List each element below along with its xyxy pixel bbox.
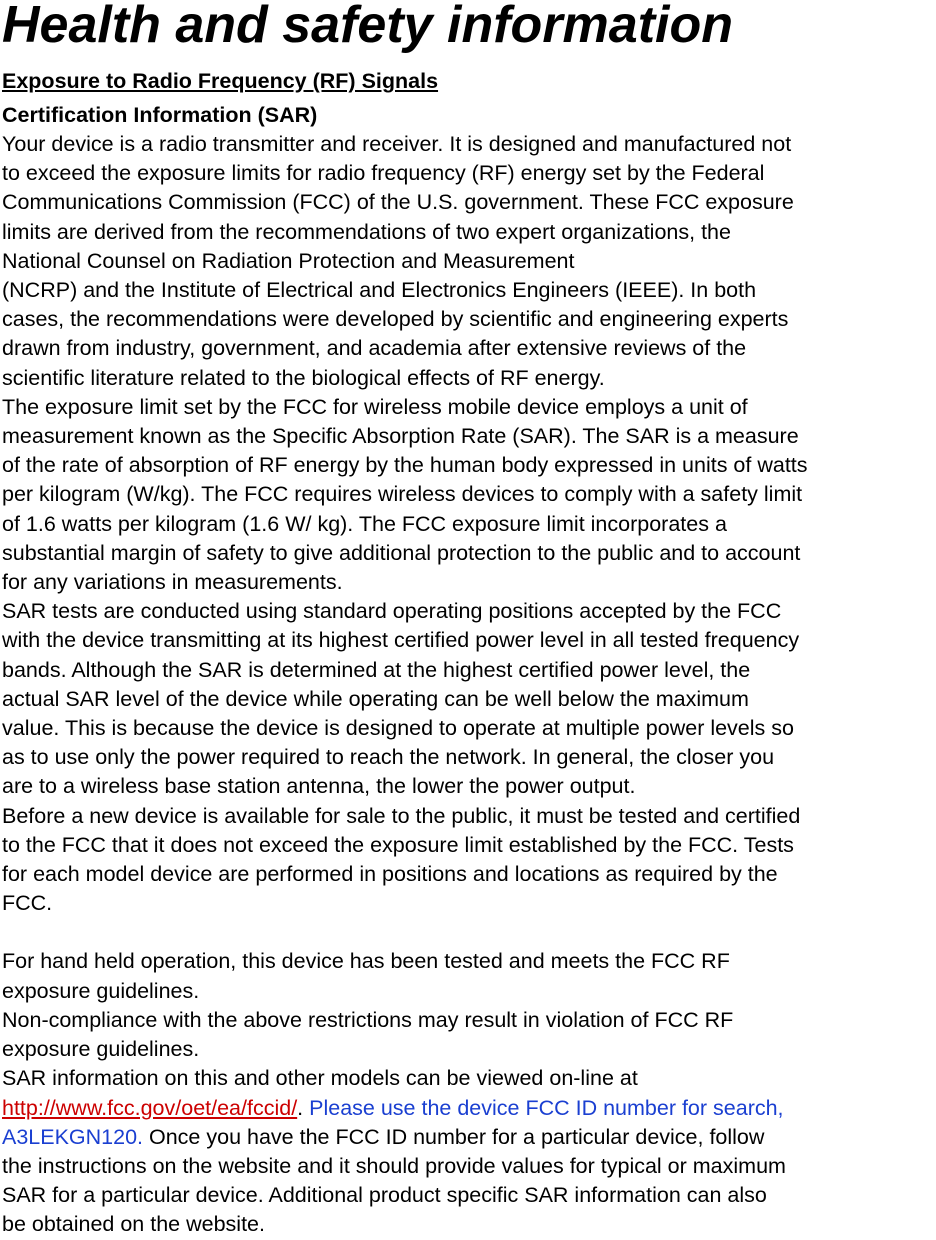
- text-line: substantial margin of safety to give additional protection to the public and to account: [2, 540, 801, 565]
- text-line: scientific literature related to the biological effects of RF energy.: [2, 365, 605, 390]
- text-line: Before a new device is available for sale to the public, it must be tested and certified: [2, 803, 801, 828]
- body-text: [2, 130, 936, 1240]
- paragraph-block-after: [2, 947, 936, 1093]
- link-line: [2, 1094, 936, 1123]
- sub-heading: Certification Information (SAR): [2, 103, 318, 127]
- paragraph-block-final: [2, 1152, 936, 1240]
- text-line: with the device transmitting at its highest certified power level in all tested frequency: [2, 628, 800, 653]
- text-line: drawn from industry, government, and academia after extensive reviews of the: [2, 336, 747, 361]
- text-line: Communications Commission (FCC) of the U.S. government. These FCC exposure: [2, 190, 794, 215]
- text-line: measurement known as the Specific Absorption Rate (SAR). The SAR is a measure: [2, 424, 799, 449]
- paragraph-block-main: [2, 130, 936, 918]
- text-line: to the FCC that it does not exceed the exposure limit established by the FCC. Tests: [2, 832, 794, 857]
- text-line: bands. Although the SAR is determined at the highest certified power level, the: [2, 657, 751, 682]
- fcc-id-followup: Once you have the FCC ID number for a particular device, follow: [143, 1124, 765, 1149]
- paragraph-gap: [2, 918, 936, 947]
- text-line: cases, the recommendations were developed by scientific and engineering experts: [2, 307, 789, 332]
- text-line: to exceed the exposure limits for radio frequency (RF) energy set by the Federal: [2, 161, 765, 186]
- fcc-link[interactable]: http://www.fcc.gov/oet/ea/fccid/: [2, 1095, 298, 1120]
- text-line: value. This is because the device is designed to operate at multiple power levels so: [2, 716, 794, 741]
- section-heading: Exposure to Radio Frequency (RF) Signals: [2, 69, 439, 93]
- text-line: SAR tests are conducted using standard operating positions accepted by the FCC: [2, 599, 782, 624]
- text-line: be obtained on the website.: [2, 1212, 265, 1237]
- text-line: SAR for a particular device. Additional product specific SAR information can also: [2, 1183, 767, 1208]
- search-instruction: Please use the device FCC ID number for search,: [309, 1095, 784, 1120]
- text-line: are to a wireless base station antenna, the lower the power output.: [2, 774, 636, 799]
- text-line: of 1.6 watts per kilogram (1.6 W/ kg). The FCC exposure limit incorporates a: [2, 511, 727, 536]
- text-line: Non-compliance with the above restrictions may result in violation of FCC RF: [2, 1007, 734, 1032]
- fcc-id-line: [2, 1123, 936, 1152]
- text-line: The exposure limit set by the FCC for wireless mobile device employs a unit of: [2, 394, 748, 419]
- text-line: FCC.: [2, 891, 53, 916]
- text-line: for each model device are performed in positions and locations as required by the: [2, 862, 778, 887]
- text-line: limits are derived from the recommendations of two expert organizations, the: [2, 219, 731, 244]
- page-title: Health and safety information: [2, 0, 733, 54]
- text-line: actual SAR level of the device while operating can be well below the maximum: [2, 686, 749, 711]
- fcc-id: A3LEKGN120.: [2, 1124, 144, 1149]
- text-line: the instructions on the website and it should provide values for typical or maximum: [2, 1153, 786, 1178]
- text-line: as to use only the power required to reach the network. In general, the closer you: [2, 745, 775, 770]
- text-line: SAR information on this and other models can be viewed on-line at: [2, 1066, 638, 1091]
- link-separator: .: [297, 1095, 310, 1120]
- text-line: Your device is a radio transmitter and receiver. It is designed and manufactured not: [2, 132, 792, 156]
- text-line: (NCRP) and the Institute of Electrical and Electronics Engineers (IEEE). In both: [2, 278, 757, 303]
- text-line: For hand held operation, this device has been tested and meets the FCC RF: [2, 949, 730, 974]
- text-line: of the rate of absorption of RF energy by the human body expressed in units of watts: [2, 453, 808, 478]
- text-line: exposure guidelines.: [2, 1037, 200, 1062]
- text-line: per kilogram (W/kg). The FCC requires wireless devices to comply with a safety limit: [2, 482, 803, 507]
- text-line: for any variations in measurements.: [2, 570, 343, 595]
- text-line: exposure guidelines.: [2, 978, 200, 1003]
- text-line: National Counsel on Radiation Protection and Measurement: [2, 248, 575, 273]
